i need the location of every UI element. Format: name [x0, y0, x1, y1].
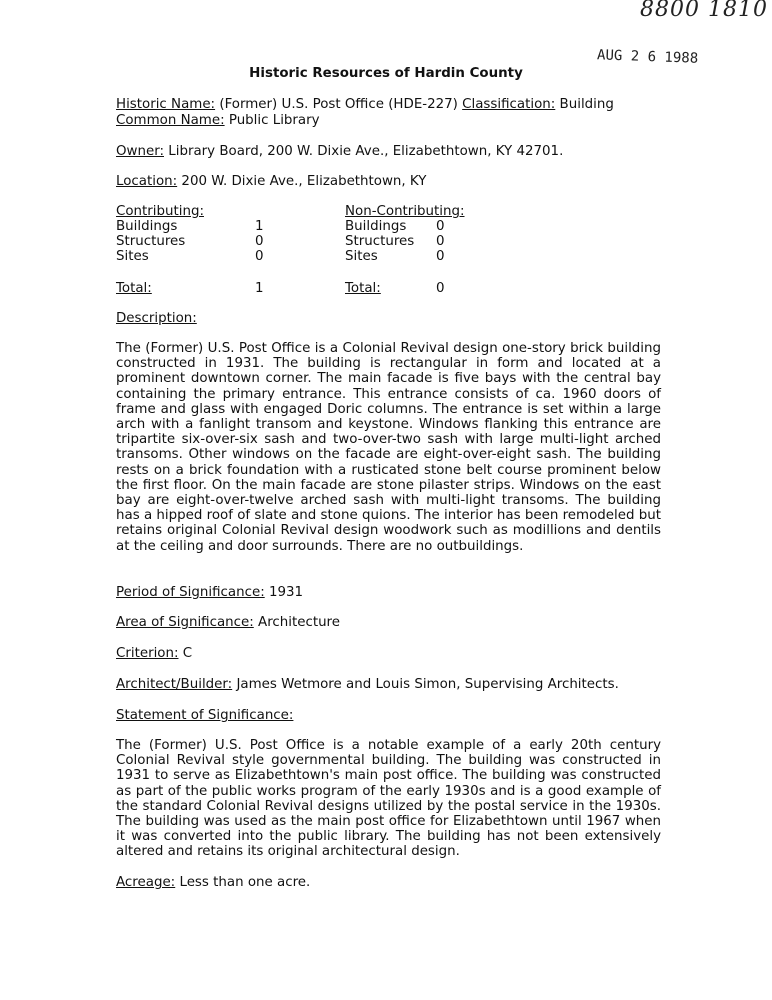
date-stamp: AUG 2 6 1988 [596, 47, 699, 67]
noncontributing-sites: 0 [436, 249, 445, 264]
owner-label: Owner: [116, 144, 164, 159]
area-value: Architecture [258, 615, 341, 630]
area-line [116, 615, 340, 630]
acreage-line [116, 875, 310, 890]
common-name-line [116, 113, 320, 128]
acreage-label: Acreage: [116, 875, 176, 890]
noncontrib-label-sites: Sites [345, 249, 378, 264]
architect-value: James Wetmore and Louis Simon, Supervising Architects. [236, 677, 619, 692]
row-label-sites: Sites [116, 249, 149, 264]
noncontrib-label-structures: Structures [345, 234, 415, 249]
noncontributing-buildings: 0 [436, 219, 445, 234]
statement-text: The (Former) U.S. Post Office is a notable example of a early 20th century Colonial Revival style governmental building. The building was constructed in 1931 to serve as Elizabethtown's main post office. The building was constructed as part of the public works program of the early 1930s and is a good example of the standard Colonial Revival designs utilized by the postal service in the 1930s. The building was used as the main post office for Elizabethtown until 1967 when it was converted into the public library. The building has not been extensively altered and retains its original architectural design. [116, 738, 661, 860]
noncontributing-structures: 0 [436, 234, 445, 249]
architect-line [116, 677, 619, 692]
historic-name-line [116, 97, 614, 112]
common-name-label: Common Name: [116, 113, 225, 128]
contributing-sites: 0 [255, 249, 264, 264]
architect-label: Architect/Builder: [116, 677, 233, 692]
total-label-noncontributing: Total: [345, 281, 381, 296]
criterion-label: Criterion: [116, 646, 179, 661]
total-label-contributing: Total: [116, 281, 152, 296]
contributing-structures: 0 [255, 234, 264, 249]
location-line [116, 174, 426, 189]
statement-label: Statement of Significance: [116, 708, 294, 723]
row-label-structures: Structures [116, 234, 186, 249]
total-contributing: 1 [255, 281, 264, 296]
classification-label: Classification: [462, 97, 556, 112]
period-value: 1931 [268, 585, 304, 600]
historic-name-value: (Former) U.S. Post Office (HDE-227) [219, 97, 458, 112]
row-label-buildings: Buildings [116, 219, 178, 234]
owner-line [116, 144, 563, 159]
owner-value: Library Board, 200 W. Dixie Ave., Elizabethtown, KY 42701. [168, 144, 564, 159]
noncontributing-header: Non-Contributing: [345, 204, 465, 219]
total-noncontributing: 0 [436, 281, 445, 296]
criterion-value: C [182, 646, 193, 661]
location-label: Location: [116, 174, 178, 189]
noncontrib-label-buildings: Buildings [345, 219, 407, 234]
common-name-value: Public Library [228, 113, 320, 128]
contributing-buildings: 1 [255, 219, 264, 234]
contributing-header: Contributing: [116, 204, 204, 219]
description-label: Description: [116, 311, 197, 326]
description-text: The (Former) U.S. Post Office is a Colonial Revival design one-story brick building constructed in 1931. The building is rectangular in form and located at a prominent downtown corner. The main facade is five bays with the central bay containing the primary entrance. This entrance consists of ca. 1960 doors of frame and glass with engaged Doric columns. The entrance is set within a large arch with a fanlight transom and keystone. Windows flanking this entrance are tripartite six-over-six sash and two-over-two sash with large multi-light arched transoms. Other windows on the facade are eight-over-eight sash. The building rests on a brick foundation with a rusticated stone belt course prominent below the first floor. On the main facade are stone pilaster strips. Windows on the east bay are eight-over-twelve arched sash with multi-light transoms. The building has a hipped roof of slate and stone quions. The interior has been remodeled but retains original Colonial Revival design woodwork such as modillions and dentils at the ceiling and door surrounds. There are no outbuildings. [116, 341, 661, 554]
historic-name-label: Historic Name: [116, 97, 216, 112]
location-value: 200 W. Dixie Ave., Elizabethtown, KY [181, 174, 427, 189]
criterion-line [116, 646, 192, 661]
classification-value: Building [559, 97, 614, 112]
area-label: Area of Significance: [116, 615, 254, 630]
period-label: Period of Significance: [116, 585, 265, 600]
period-line [116, 585, 303, 600]
acreage-value: Less than one acre. [179, 875, 311, 890]
page-title: Historic Resources of Hardin County [249, 66, 523, 81]
handwritten-reference-number: 8800 1810 [640, 0, 768, 22]
